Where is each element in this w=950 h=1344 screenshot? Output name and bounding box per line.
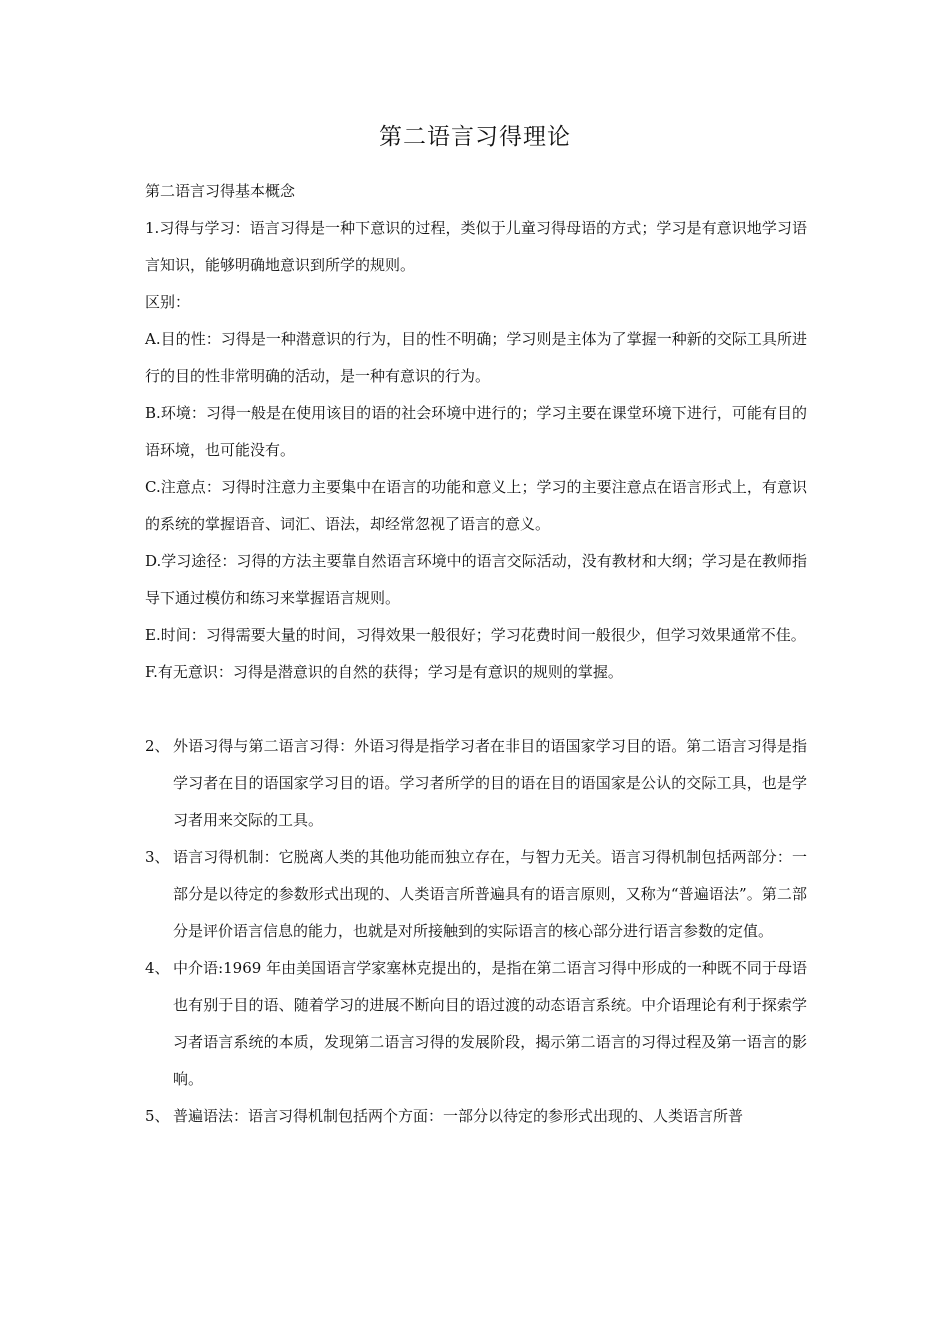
list-item-number: 2、 xyxy=(145,737,170,755)
list-item-number: 4、 xyxy=(145,959,170,977)
list-item-text: 语言习得机制：它脱离人类的其他功能而独立存在，与智力无关。语言习得机制包括两部分：一部分是以待定的参数形式出现的、人类语言所普遍具有的语言原则，又称为“普遍语法”。第二部分是评价语言信息的能力，也就是对所接触到的实际语言的核心部分进行语言参数的定值。 xyxy=(173,848,807,940)
list-item-number: 5、 xyxy=(145,1107,170,1125)
paragraph-b-environment: B.环境：习得一般是在使用该目的语的社会环境中进行的；学习主要在课堂环境下进行，可能有目的语环境，也可能没有。 xyxy=(145,404,807,459)
difference-label: 区别： xyxy=(145,293,191,311)
document-title: 第二语言习得理论 xyxy=(379,124,571,150)
list-item xyxy=(145,728,807,839)
list-item-number: 3、 xyxy=(145,848,170,866)
list-item-text: 普遍语法：语言习得机制包括两个方面：一部分以待定的参形式出现的、人类语言所普 xyxy=(173,1107,744,1125)
list-item xyxy=(145,950,807,1098)
paragraph-d-approach: D.学习途径：习得的方法主要靠自然语言环境中的语言交际活动，没有教材和大纲；学习是在教师指导下通过模仿和练习来掌握语言规则。 xyxy=(145,552,807,607)
paragraph-c-focus: C.注意点：习得时注意力主要集中在语言的功能和意义上；学习的主要注意点在语言形式上，有意识的系统的掌握语音、词汇、语法，却经常忽视了语言的意义。 xyxy=(145,478,807,533)
list-item xyxy=(145,1098,807,1135)
list-item-text: 中介语:1969 年由美国语言学家塞林克提出的，是指在第二语言习得中形成的一种既不同于母语也有别于目的语、随着学习的进展不断向目的语过渡的动态语言系统。中介语理论有利于探索学习者语言系统的本质，发现第二语言习得的发展阶段，揭示第二语言的习得过程及第一语言的影响。 xyxy=(173,959,807,1088)
list-item xyxy=(145,839,807,950)
paragraph-e-time: E.时间：习得需要大量的时间，习得效果一般很好；学习花费时间一般很少，但学习效果通常不佳。 xyxy=(145,626,806,644)
document-body xyxy=(145,173,807,1135)
list-item-text: 外语习得与第二语言习得：外语习得是指学习者在非目的语国家学习目的语。第二语言习得是指学习者在目的语国家学习目的语。学习者所学的目的语在目的语国家是公认的交际工具，也是学习者用来交际的工具。 xyxy=(173,737,807,829)
paragraph-a-purpose: A.目的性：习得是一种潜意识的行为，目的性不明确；学习则是主体为了掌握一种新的交际工具所进行的目的性非常明确的活动，是一种有意识的行为。 xyxy=(145,330,807,385)
section-heading: 第二语言习得基本概念 xyxy=(145,182,296,200)
paragraph-f-consciousness: F.有无意识：习得是潜意识的自然的获得；学习是有意识的规则的掌握。 xyxy=(145,663,623,681)
paragraph-acquisition-vs-learning: 1.习得与学习：语言习得是一种下意识的过程，类似于儿童习得母语的方式；学习是有意识地学习语言知识，能够明确地意识到所学的规则。 xyxy=(145,219,807,274)
